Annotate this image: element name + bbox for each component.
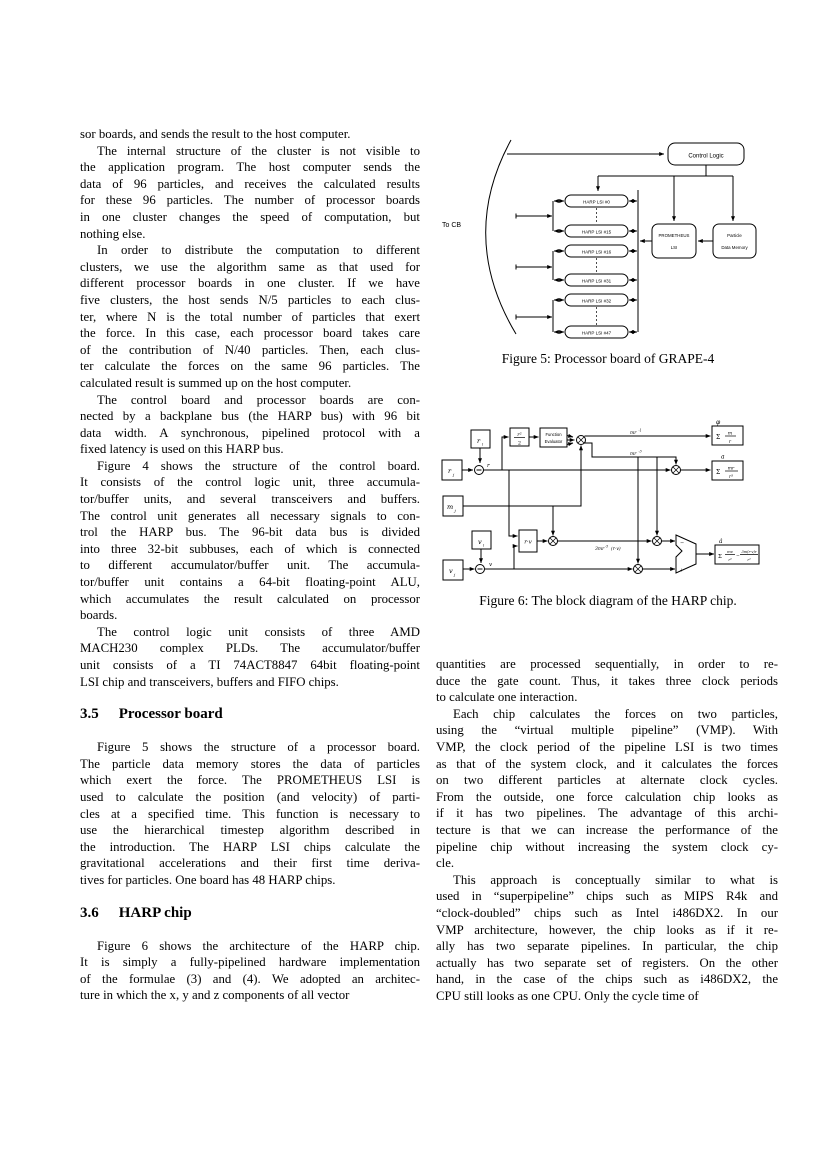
- text-line: This approach is conceptually similar to what is: [453, 872, 778, 887]
- svg-text:m: m: [447, 503, 454, 511]
- text-line: ture in which the x, y and z components of all vector: [80, 988, 350, 1003]
- a-label: a: [721, 453, 725, 461]
- paragraph: [80, 624, 420, 690]
- text-line: tives for particles. One board has 48 HARP chips.: [80, 872, 336, 887]
- section-number: 3.6: [80, 904, 99, 921]
- text-line: to different accumulator/buffer unit. The accumula-: [80, 558, 420, 573]
- text-line: cles at a specified time. This function is necessary to: [80, 806, 420, 821]
- text-line: the application program. The host computer sends the: [80, 160, 420, 175]
- text-line: ter calculate the forces on the same 96 particles. The: [80, 359, 420, 374]
- section-number: 3.5: [80, 706, 99, 723]
- text-line: the force. In this case, each processor board takes care: [80, 326, 420, 341]
- svg-text:r⁵: r⁵: [747, 557, 751, 562]
- left-column: [80, 126, 420, 1004]
- text-line: unit consists of a TI 74ACT8847 64bit floating-point: [80, 658, 420, 672]
- text-line: using the “virtual multiple pipeline” (VMP). With: [436, 723, 778, 738]
- text-line: The control logic unit consists of three AMD: [97, 624, 420, 639]
- text-line: VMP architecture, however, the chip looks as if it re-: [436, 922, 778, 937]
- text-line: The control board and processor boards are con-: [97, 392, 420, 407]
- output-jerk-box: [715, 538, 759, 564]
- input-mj-box: [443, 496, 463, 516]
- paragraph: [80, 739, 420, 888]
- svg-text:Data Memory: Data Memory: [721, 245, 748, 250]
- section-heading-3-5: [80, 704, 420, 724]
- multiply-node: [653, 537, 662, 546]
- text-line: of the formulae (3) and (4). We adopted an architec-: [80, 971, 420, 986]
- text-line: five clusters, the host sends N/5 particles to each clus-: [80, 292, 420, 307]
- text-line: LSI chip and transceivers, buffers and FIFO chips.: [80, 674, 339, 689]
- svg-text:r: r: [728, 440, 732, 445]
- svg-text:r: r: [448, 467, 452, 475]
- paragraph: [80, 143, 420, 243]
- svg-text:(r·v): (r·v): [611, 547, 621, 552]
- figure6-caption: Figure 6: The block diagram of the HARP chip.: [479, 593, 737, 608]
- r-wire-label: r: [487, 463, 490, 469]
- text-line: Figure 5 shows the structure of a processor board.: [97, 740, 420, 755]
- paragraph: [80, 458, 420, 624]
- text-line: “clock-doubled” chips such as Intel i486DX2. In our: [436, 905, 778, 920]
- svg-text:PROMETHEUS: PROMETHEUS: [658, 233, 690, 238]
- subtract-node: [475, 466, 484, 475]
- svg-text:v: v: [449, 567, 453, 575]
- text-line: sor boards, and sends the result to the host computer.: [80, 127, 351, 141]
- svg-text:r·v: r·v: [524, 539, 532, 546]
- text-line: which exert the force. The PROMETHEUS LSI is: [80, 773, 420, 788]
- text-line: nothing else.: [80, 226, 146, 241]
- svg-text:r²: r²: [517, 432, 522, 438]
- adder-minus-sign: −: [680, 540, 685, 547]
- r-squared-half-box: [510, 428, 529, 447]
- svg-text:-5: -5: [605, 544, 609, 549]
- text-line: of the contribution of N/40 particles. Then, each clus-: [80, 342, 420, 357]
- svg-text:LSI: LSI: [670, 245, 678, 250]
- paragraph: [80, 242, 420, 391]
- output-potential-box: [712, 419, 743, 445]
- text-line: in one cluster changes the speed of computation, but: [80, 209, 420, 224]
- text-line: cle.: [436, 856, 455, 871]
- harp-chip-label: HARP LSI #32: [581, 298, 612, 304]
- mr-1-label: mr: [630, 431, 637, 436]
- svg-text:mr: mr: [727, 466, 735, 472]
- svg-text:r: r: [477, 437, 481, 445]
- text-line: fixed latency is used on this HARP bus.: [80, 442, 284, 457]
- v-wire-label: v: [489, 562, 493, 568]
- harp-chip-label: HARP LSI #15: [581, 229, 612, 235]
- text-line: The internal structure of the cluster is not visible to: [97, 143, 420, 158]
- text-line: on two different particles at alternate clock cycles.: [436, 773, 778, 788]
- text-line: duce the gate count. Thus, it takes three clock periods: [436, 673, 778, 688]
- input-vi-box: [472, 531, 491, 549]
- subtract-node: [476, 565, 485, 574]
- harp-chip-label: HARP LSI #31: [581, 278, 612, 284]
- jerk-term-label: 3mr: [595, 547, 605, 552]
- text-line: gravitational accelerations and their first time deriva-: [80, 856, 420, 871]
- text-line: CPU still looks as one CPU. Only the cycle time of: [436, 988, 699, 1003]
- right-column: [436, 656, 778, 1004]
- svg-text:v: v: [478, 538, 482, 546]
- svg-text:3m(r·v)r: 3m(r·v)r: [741, 550, 757, 554]
- svg-text:2: 2: [517, 440, 522, 447]
- section-title: Processor board: [118, 706, 223, 723]
- text-line: trol the HARP bus. The 96-bit data bus is divided: [80, 525, 420, 540]
- text-line: quantities are processed sequentially, in order to re-: [436, 657, 778, 671]
- text-line: to calculate one interaction.: [436, 690, 578, 705]
- text-line: used to calculate the position (and velocity) of parti-: [80, 789, 420, 804]
- text-line: used in “superpipeline” chips such as MIPS R4k and: [436, 889, 778, 904]
- multiply-node: [672, 466, 681, 475]
- text-line: From the outside, one force calculation chip looks as: [436, 789, 778, 804]
- text-line: MACH230 complex PLDs. The accumulator/buffer: [80, 641, 420, 656]
- svg-text:j: j: [454, 572, 456, 577]
- text-line: pipeline chip without increasing the system clock cy-: [436, 839, 778, 854]
- input-rj-box: [442, 460, 462, 480]
- text-line: The particle data memory stores the data of particles: [80, 756, 420, 771]
- mr-3-label: mr: [630, 452, 637, 457]
- svg-text:-1: -1: [638, 428, 642, 433]
- text-line: for these 96 particles. The number of processor boards: [80, 193, 420, 208]
- text-line: ally has two separate pipelines. In particular, the chip: [436, 939, 778, 954]
- text-line: use the hierarchical timestep algorithm described in: [80, 823, 420, 838]
- svg-text:Function: Function: [545, 432, 562, 437]
- control-logic-box: [668, 143, 744, 165]
- phi-label: φ: [716, 419, 721, 426]
- paragraph: [436, 872, 778, 1005]
- svg-text:Σ: Σ: [716, 434, 721, 441]
- svg-text:-3: -3: [638, 449, 642, 454]
- adder-plus-sign: +: [679, 567, 684, 574]
- figure5-processor-board-diagram: [440, 133, 780, 355]
- input-ri-box: [471, 430, 490, 448]
- text-line: different processor boards in one cluster. If we have: [80, 276, 420, 291]
- text-line: data width. A synchronous, pipelined protocol with a: [80, 425, 420, 440]
- svg-text:Particle: Particle: [727, 233, 742, 238]
- text-line: into three 32-bit subbuses, each of which is connected: [80, 541, 420, 556]
- wires: [462, 436, 714, 570]
- text-line: It is simply a fully-pipelined hardware implementation: [80, 955, 420, 970]
- text-line: if it has two pipelines. The advantage of this archi-: [436, 806, 778, 821]
- section-heading-3-6: [80, 903, 420, 923]
- harp-chip-label: HARP LSI #16: [581, 249, 612, 255]
- harp-chip-label: HARP LSI #0: [583, 199, 610, 205]
- text-line: which accumulates the result calculated on processor: [80, 591, 420, 606]
- text-line: It consists of the control logic unit, three accumula-: [80, 475, 420, 490]
- text-line: hand, in the case of the chips such as i486DX2, the: [436, 972, 778, 987]
- figure5-caption: Figure 5: Processor board of GRAPE-4: [501, 351, 715, 366]
- text-line: Figure 6 shows the architecture of the HARP chip.: [97, 938, 420, 953]
- svg-text:mv: mv: [727, 549, 733, 554]
- svg-text:r³: r³: [728, 557, 732, 562]
- text-line: Each chip calculates the forces on two particles,: [453, 706, 778, 721]
- multiply-node: [549, 537, 558, 546]
- adder-node: [676, 535, 696, 574]
- adot-label: ȧ: [719, 538, 723, 545]
- paragraph: [80, 392, 420, 458]
- harp-chip-label: HARP LSI #47: [581, 330, 612, 336]
- text-line: tor/buffer units, and several transceivers and buffers.: [80, 492, 420, 507]
- text-line: tor/buffer unit contains a 64-bit floating-point ALU,: [80, 575, 420, 590]
- text-line: The control unit generates all necessary signals to con-: [80, 508, 420, 523]
- svg-text:Control Logic: Control Logic: [688, 153, 724, 160]
- svg-text:r³: r³: [729, 475, 733, 480]
- svg-text:j: j: [454, 508, 456, 513]
- text-line: clusters, we use the algorithm same as that used for: [80, 259, 420, 274]
- paragraph: [436, 706, 778, 872]
- svg-text:−: −: [736, 554, 740, 559]
- text-line: VMP, the clock period of the pipeline LSI is two times: [436, 739, 778, 754]
- function-evaluator-box: [540, 428, 567, 447]
- particle-data-memory-box: [713, 224, 756, 258]
- text-line: tecture is that we can increase the performance of the: [436, 822, 778, 837]
- figure6-harp-chip-diagram: [440, 413, 780, 585]
- svg-text:i: i: [482, 441, 484, 447]
- svg-text:m: m: [727, 431, 733, 437]
- multiply-node: [634, 565, 643, 574]
- prometheus-lsi-box: [652, 224, 696, 258]
- multiply-node: [577, 436, 586, 445]
- svg-text:i: i: [483, 542, 485, 548]
- text-line: ter, where N is the total number of particles that exert: [80, 309, 420, 324]
- svg-text:Σ: Σ: [718, 554, 722, 560]
- paragraph: [80, 126, 420, 143]
- text-line: actually has two separate set of registers. On the other: [436, 955, 778, 970]
- text-line: nected by a backplane bus (the HARP bus) with 96 bit: [80, 409, 420, 424]
- svg-text:j: j: [453, 472, 455, 477]
- text-line: as that of the system clock, and it calculates the forces: [436, 756, 778, 771]
- text-line: the introduction. The HARP LSI chips calculate the: [80, 839, 420, 854]
- input-vj-box: [443, 560, 463, 580]
- text-line: Figure 4 shows the structure of the control board.: [97, 458, 420, 473]
- svg-text:Σ: Σ: [716, 469, 721, 476]
- paragraph: [436, 656, 778, 706]
- text-line: calculated result is summed up on the host computer.: [80, 375, 352, 390]
- text-line: boards.: [80, 608, 118, 623]
- wire-labels: [487, 429, 642, 569]
- output-acceleration-box: [712, 454, 743, 481]
- text-line: data of 96 particles, and receives the calculated results: [80, 176, 420, 191]
- section-title: HARP chip: [118, 904, 192, 921]
- paragraph: [80, 938, 420, 1004]
- text-line: In order to distribute the computation to different: [97, 243, 420, 258]
- backplane-arc: [442, 140, 516, 334]
- bus-label: To CB: [442, 222, 462, 229]
- dot-product-box: [519, 530, 537, 552]
- svg-text:Evaluator: Evaluator: [544, 439, 563, 444]
